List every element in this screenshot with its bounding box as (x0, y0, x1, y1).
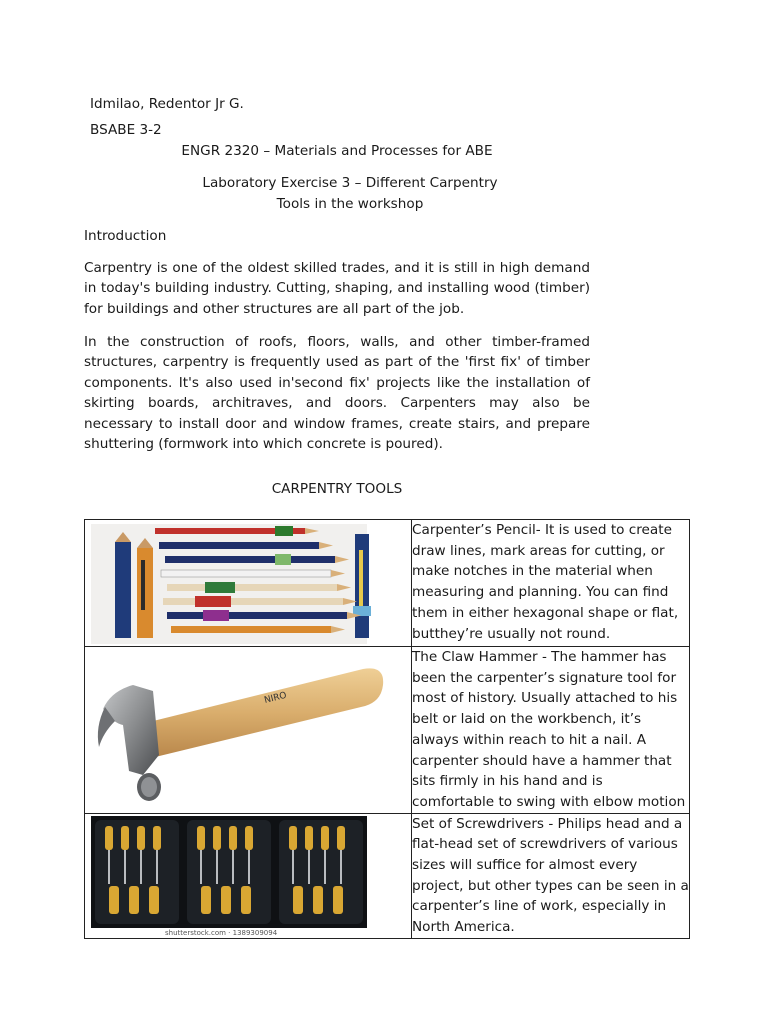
pencil-description: Carpenter’s Pencil- It is used to create draw lines, mark areas for cutting, or make notches in the material when measuring and planning. You can find them in either hexagonal shape or flat, butthey’re usually not round. (412, 520, 690, 647)
pencil-image-cell (85, 520, 412, 647)
hammer-handle (137, 668, 383, 759)
carpentry-tools-heading: CARPENTRY TOOLS (271, 481, 403, 497)
author-name: Idmilao, Redentor Jr G. (90, 96, 244, 112)
table-row (85, 520, 690, 647)
screwdriver-image-cell (85, 813, 412, 938)
hammer-image-cell (85, 647, 412, 814)
class-section: BSABE 3-2 (90, 122, 162, 138)
stock-watermark: shutterstock.com · 1389309094 (165, 928, 278, 937)
course-title: ENGR 2320 – Materials and Processes for ABE (181, 143, 493, 159)
tools-table (84, 519, 690, 939)
screwdriver-description: Set of Screwdrivers - Philips head and a flat-head set of screwdrivers of various sizes will suffice for almost every project, but other types can be seen in a carpenter’s line of work, especially in North America. (412, 813, 690, 938)
introduction-heading: Introduction (84, 228, 167, 244)
table-row (85, 813, 690, 938)
hammer-description: The Claw Hammer - The hammer has been the carpenter’s signature tool for most of history. Usually attached to his belt or laid on the workbench, it’s always within reach to hit a nail. A carpenter should have a hammer that sits firmly in his hand and is comfortable to swing with elbow motion (412, 647, 690, 814)
intro-paragraph-2: In the construction of roofs, floors, walls, and other timber-framed structures, carpentry is frequently used as part of the 'first fix' of timber components. It's also used in'second fix' projects like the installation of skirting boards, architraves, and doors. Carpenters may also be necessary to install door and window frames, create stairs, and prepare shuttering (formwork into which concrete is poured). (84, 334, 590, 453)
pencil-set-image (85, 520, 411, 646)
screwdriver-set-image (85, 814, 411, 937)
claw-hammer-image (85, 647, 411, 812)
table-row (85, 647, 690, 814)
hammer-brand-label: NIRO (263, 690, 288, 706)
hammer-head (98, 685, 161, 801)
intro-paragraph-1: Carpentry is one of the oldest skilled trades, and it is still in high demand in today's building industry. Cutting, shaping, and installing wood (timber) for buildings and other structures are all part of the job. (84, 260, 590, 317)
lab-exercise-title: Laboratory Exercise 3 – Different Carpentry Tools in the workshop (202, 175, 498, 212)
